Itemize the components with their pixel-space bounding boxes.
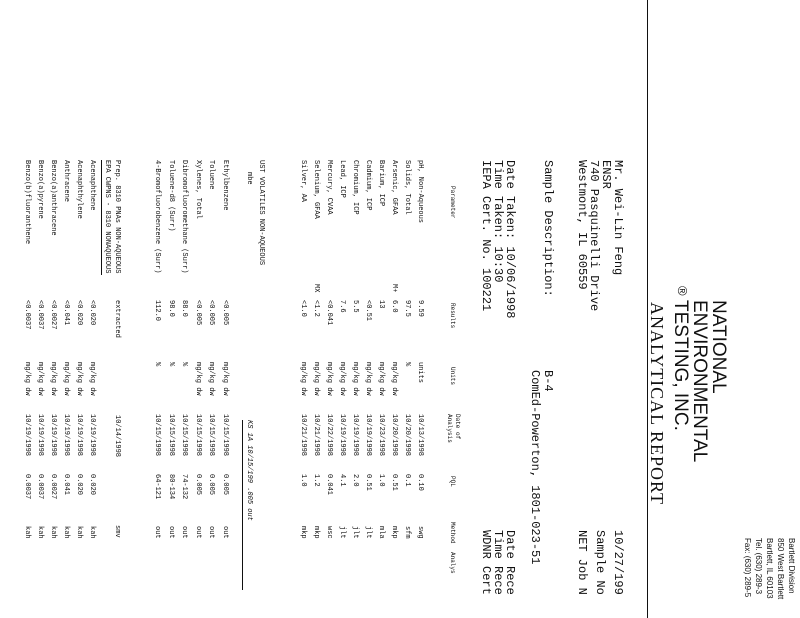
cell-method: swg [416, 526, 424, 539]
pna-prep-date: 10/14/1998 [113, 415, 121, 458]
cell-result: <0.041 [325, 300, 333, 326]
cell-pql: 0.51 [364, 474, 372, 491]
cell-date: 10/15/1998 [167, 414, 175, 457]
cell-param: 4-Bromofluorobenzene (Surr) [153, 160, 162, 274]
epa-title-underline [101, 160, 102, 275]
cell-pql: 0.020 [75, 474, 83, 496]
cell-method: kah [23, 526, 31, 539]
cell-param: Benzo(a)anthracene [49, 160, 57, 236]
cell-param: Xylenes, Total [194, 160, 202, 219]
cell-units: mg/kg dw [36, 362, 44, 396]
project-name: ComEd-Powerton, 1801-023-51 [528, 370, 542, 565]
date-received-label: Date Rece [503, 530, 517, 595]
cell-units: mg/kg dw [351, 362, 359, 396]
cell-result: <0.0037 [36, 300, 44, 330]
cell-result: <0.0027 [49, 300, 57, 330]
cell-param: Mercury, CVAA [325, 160, 333, 215]
cell-param: Barium, ICP [377, 160, 385, 207]
iepa-cert: IEPA Cert. No. 100221 [479, 160, 493, 312]
cell-pql: 0.020 [88, 474, 96, 496]
cell-method: out [194, 526, 202, 539]
cell-result: 9.59 [416, 300, 424, 317]
cell-date: 10/15/1998 [180, 414, 189, 457]
col-date-of: Date of [454, 414, 461, 440]
cell-pql: 0.041 [62, 474, 70, 496]
report-date: 10/27/199 [611, 530, 625, 595]
ust-note-underline [242, 420, 243, 590]
cell-units: units [416, 362, 424, 384]
cell-units: mg/kg dw [377, 362, 385, 396]
cell-param: Lead, ICP [338, 160, 346, 198]
cell-method: jlt [364, 526, 372, 539]
cell-date: 10/13/1998 [416, 414, 424, 457]
col-method: Method [449, 522, 456, 544]
division-tel: Tel. (630) 289-3 [754, 538, 763, 595]
ust-section-sub: mbe [245, 172, 253, 185]
cell-pql: 0.041 [325, 474, 333, 496]
cell-units: mg/kg dw [49, 362, 57, 396]
cell-param: Selenium, GFAA [312, 160, 320, 219]
cell-method: mkp [312, 526, 320, 539]
cell-method: out [221, 526, 229, 539]
col-pql: PQL [449, 476, 456, 487]
cell-units: mg/kg dw [75, 362, 83, 396]
time-taken: Time Taken: 10:30 [491, 160, 505, 283]
cell-result: 88.0 [180, 300, 189, 317]
company-name-line1: NATIONAL [708, 300, 729, 394]
cell-pql: 0.1 [403, 474, 411, 487]
cell-pql: 0.005 [194, 474, 202, 496]
cell-pql: 1.0 [299, 474, 307, 487]
cell-date: 10/15/1998 [194, 414, 202, 457]
cell-units: % [180, 362, 189, 367]
cell-param: Toluene [207, 160, 216, 190]
cell-units: mg/kg dw [207, 362, 216, 396]
cell-result: <0.020 [88, 300, 96, 326]
division-address1: 850 West Bartlett [776, 538, 785, 600]
cell-method: kah [36, 526, 44, 539]
division-fax: Fax: (630) 289-5 [743, 538, 752, 598]
cell-method: kah [75, 526, 83, 539]
cell-pql: 0.0037 [23, 474, 31, 500]
col-analyst: Analys [449, 552, 456, 574]
cell-pql: 1.2 [312, 474, 320, 487]
cell-date: 10/19/1998 [364, 414, 372, 457]
cell-method: kah [49, 526, 57, 539]
cell-result: <0.041 [62, 300, 70, 326]
cell-pql: 0.005 [221, 474, 229, 496]
cell-method: kah [62, 526, 70, 539]
cell-param: Anthracene [62, 160, 70, 203]
cell-method: jlt [351, 526, 359, 539]
cell-method: mkp [299, 526, 307, 539]
cell-date: 10/19/1998 [49, 414, 57, 457]
cell-date: 10/19/1998 [351, 414, 359, 457]
cell-param: pH, Non-Aqueous [416, 160, 424, 224]
cell-date: 10/15/1998 [207, 414, 216, 457]
cell-date: 10/19/1998 [88, 414, 96, 457]
cell-date: 10/19/1998 [36, 414, 44, 457]
client-street: 740 Pasquinelli Drive [587, 160, 601, 312]
cell-param: Dibromofluoromethane (Surr) [180, 160, 189, 274]
cell-pql: 74-132 [180, 474, 189, 500]
cell-date: 10/20/1998 [390, 414, 398, 457]
cell-date: 10/19/1998 [75, 414, 83, 457]
cell-result: 6.0 [390, 300, 398, 313]
col-units: Units [449, 367, 456, 386]
cell-method: mla [377, 526, 385, 539]
cell-date: 10/20/1998 [403, 414, 411, 457]
sample-description-value: B-4 [541, 370, 555, 392]
division-name: Bartlett Division [787, 538, 796, 594]
epa-section-title: EPA CWPNS - 8310 NONAQUEOUS [103, 160, 111, 274]
cell-param: Ethylbenzene [221, 160, 229, 211]
registered-mark-icon: ® [675, 286, 690, 296]
cell-param: Chromium, ICP [351, 160, 359, 215]
cell-param: Arsenic, GFAA [390, 160, 398, 215]
cell-units: % [167, 362, 175, 367]
cell-result: 98.0 [167, 300, 175, 317]
cell-date: 10/15/1998 [153, 414, 162, 457]
cell-result: <0.005 [207, 300, 216, 326]
cell-units: mg/kg dw [88, 362, 96, 396]
cell-units: mg/kg dw [221, 362, 229, 396]
cell-units: mg/kg dw [299, 362, 307, 396]
cell-units: mg/kg dw [62, 362, 70, 396]
cell-pql: 2.0 [351, 474, 359, 487]
cell-result: <0.005 [221, 300, 229, 326]
cell-method: out [167, 526, 175, 539]
cell-units: mg/kg dw [23, 362, 31, 396]
date-taken: Date Taken: 10/06/1998 [503, 160, 517, 319]
cell-pql: 1.0 [377, 474, 385, 487]
cell-date: 10/22/1998 [325, 414, 333, 457]
cell-date: 10/19/1998 [23, 414, 31, 457]
cell-units: mg/kg dw [390, 362, 398, 396]
cell-method: sfm [403, 526, 411, 539]
cell-pql: 0.0027 [49, 474, 57, 500]
cell-method: out [153, 526, 162, 539]
cell-pql: 4.1 [338, 474, 346, 487]
col-parameter: Parameter [449, 186, 456, 219]
cell-result: 97.5 [403, 300, 411, 317]
client-company: ENSR [599, 160, 613, 189]
report-title: ANALYTICAL REPORT [647, 302, 667, 505]
cell-param: Toluene-d8 (Surr) [167, 160, 175, 232]
cell-flag: MX [312, 284, 320, 293]
sample-description-label: Sample Description: [541, 160, 555, 297]
cell-units: mg/kg dw [325, 362, 333, 396]
cell-flag: M+ [390, 284, 398, 293]
cell-units: % [153, 362, 162, 367]
cell-result: <0.005 [194, 300, 202, 326]
cell-result: 7.6 [338, 300, 346, 313]
cell-result: <1.0 [299, 300, 307, 317]
cell-method: mkp [390, 526, 398, 539]
cell-date: 10/19/1998 [338, 414, 346, 457]
cell-units: % [403, 362, 411, 367]
client-name: Mr. Wei-Lin Feng [611, 160, 625, 276]
sample-no-label: Sample No [593, 530, 607, 595]
col-results: Results [449, 303, 456, 329]
cell-pql: 80-134 [167, 474, 175, 500]
pna-prep-method: smv [113, 525, 121, 538]
cell-param: Acenaphthylene [75, 160, 83, 219]
cell-date: 10/21/1998 [312, 414, 320, 457]
pna-prep-result: extracted [113, 300, 121, 338]
cell-param: Cadmium, ICP [364, 160, 372, 211]
cell-param: Benzo(a)pyrene [36, 160, 44, 219]
cell-pql: 64-121 [153, 474, 162, 500]
wdnr-cert-label: WDNR Cert [479, 530, 493, 595]
cell-date: 10/15/1998 [221, 414, 229, 457]
cell-result: 112.0 [153, 300, 162, 322]
time-received-label: Time Rece [491, 530, 505, 595]
ust-section-title: UST VOLATILES NON-AQUEOUS [257, 160, 265, 266]
cell-units: mg/kg dw [194, 362, 202, 396]
cell-result: <0.0037 [23, 300, 31, 330]
cell-result: <1.2 [312, 300, 320, 317]
company-name-line3: TESTING, INC. [670, 300, 691, 431]
cell-units: mg/kg dw [312, 362, 320, 396]
cell-date: 10/21/1998 [299, 414, 307, 457]
cell-param: Silver, AA [299, 160, 307, 203]
company-name-line2: ENVIRONMENTAL [689, 300, 710, 463]
cell-method: kah [88, 526, 96, 539]
cell-pql: 0.51 [390, 474, 398, 491]
cell-pql: 0.005 [207, 474, 216, 496]
net-job-label: NET Job N [575, 530, 589, 595]
cell-param: Solids, Total [403, 160, 411, 215]
cell-method: jlt [338, 526, 346, 539]
cell-method: wsc [325, 526, 333, 539]
cell-result: <0.020 [75, 300, 83, 326]
cell-param: Benzo(b)fluoranthene [23, 160, 31, 245]
pna-prep-title: Prep. 8310 PNAs NON-AQUEOUS [113, 160, 121, 274]
cell-param: Acenaphthene [88, 160, 96, 211]
cell-date: 10/23/1998 [377, 414, 385, 457]
cell-result: <0.51 [364, 300, 372, 322]
col-analysis: Analysis [446, 414, 453, 443]
cell-pql: 0.0037 [36, 474, 44, 500]
cell-units: mg/kg dw [338, 362, 346, 396]
ust-handwritten-note: KS 1A 10/15/199 .005 out [245, 420, 253, 521]
client-city: Westmont, IL 60559 [575, 160, 589, 290]
cell-method: out [180, 526, 189, 539]
cell-units: mg/kg dw [364, 362, 372, 396]
cell-method: out [207, 526, 216, 539]
cell-result: 5.5 [351, 300, 359, 313]
cell-date: 10/19/1998 [62, 414, 70, 457]
cell-pql: 0.10 [416, 474, 424, 491]
division-address2: Bartlett, IL 60103 [765, 538, 774, 599]
cell-result: 13 [377, 300, 385, 309]
